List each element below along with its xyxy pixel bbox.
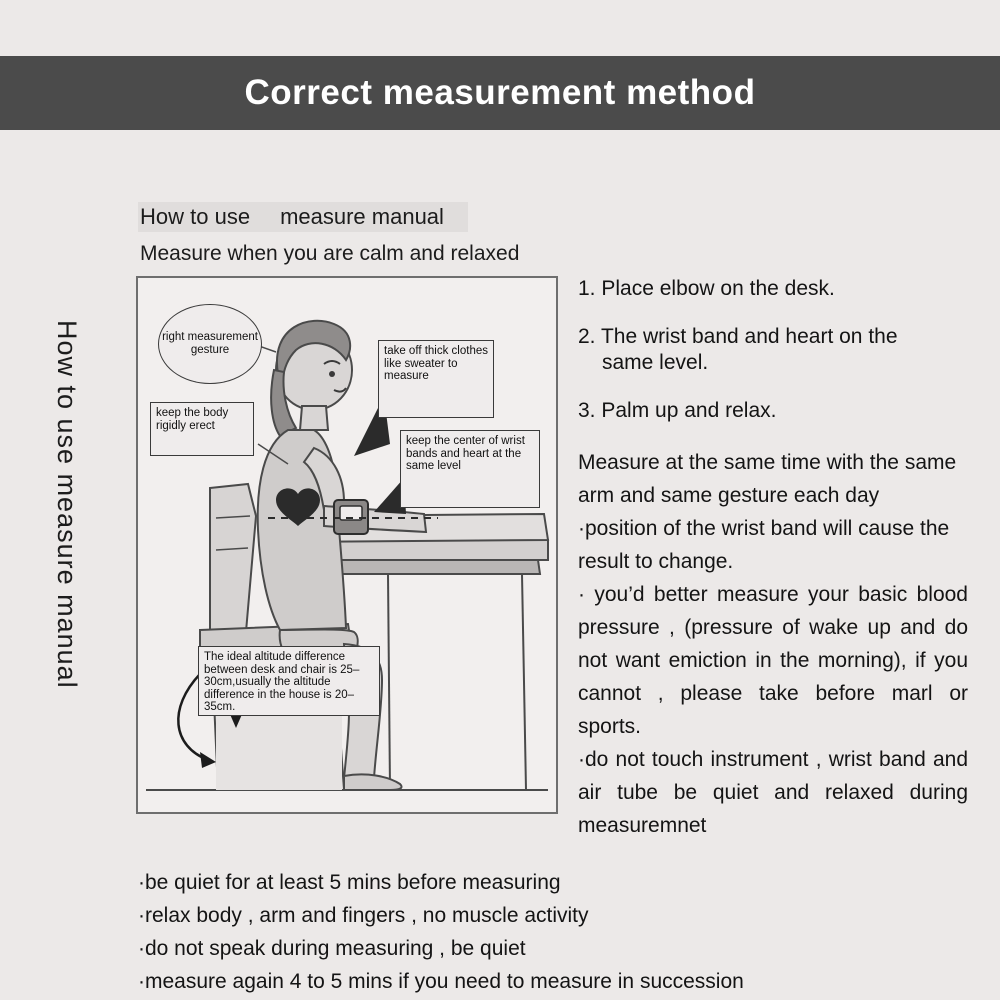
tip-be-quiet: ·be quiet for at least 5 mins before measuring bbox=[138, 871, 561, 894]
instructions-column bbox=[578, 276, 968, 842]
callout-desk-chair-altitude-text: The ideal altitude difference between desk and chair is 25–30cm,usually the altitude difference in the house is 20–35cm. bbox=[204, 651, 360, 713]
note-wrist-position: ·position of the wrist band will cause the result to change. bbox=[578, 517, 950, 573]
callout-center-wrist-heart bbox=[400, 430, 540, 508]
step-2-text-line2: same level. bbox=[602, 351, 709, 374]
howto-heading-left: How to use bbox=[140, 204, 251, 229]
callout-right-measurement-gesture-text: right measurement gesture bbox=[162, 331, 258, 356]
step-1-text: Place elbow on the desk. bbox=[601, 277, 835, 300]
vertical-side-label: How to use measure manual bbox=[52, 320, 82, 689]
step-3-text: Palm up and relax. bbox=[601, 399, 777, 422]
illustration-frame bbox=[136, 276, 558, 814]
tip-relax-body: ·relax body , arm and fingers , no muscle activity bbox=[138, 904, 589, 927]
callout-center-wrist-heart-text: keep the center of wrist bands and heart at the same level bbox=[406, 435, 525, 472]
callout-take-off-clothes-text: take off thick clothes like sweater to measure bbox=[384, 345, 488, 382]
section-subheading: Measure when you are calm and relaxed bbox=[140, 242, 520, 265]
callout-keep-body-erect bbox=[150, 402, 254, 456]
bottom-tips-list bbox=[138, 866, 988, 998]
note-same-time: Measure at the same time with the same arm and same gesture each day bbox=[578, 451, 957, 507]
tip-do-not-speak: ·do not speak during measuring , be quiet bbox=[138, 937, 526, 960]
callout-take-off-clothes bbox=[378, 340, 494, 418]
callout-right-measurement-gesture bbox=[158, 304, 262, 384]
note-basic-pressure: · you’d better measure your basic blood pressure , (pressure of wake up and do not want emiction in the morning), if you cannot , please take before marl or sports. bbox=[578, 583, 968, 738]
callout-keep-body-erect-text: keep the body rigidly erect bbox=[156, 407, 229, 432]
page-title: Correct measurement method bbox=[244, 73, 756, 112]
step-item-1 bbox=[578, 276, 968, 302]
step-2-number: 2. bbox=[578, 325, 596, 348]
callout-desk-chair-altitude bbox=[198, 646, 380, 716]
step-3-number: 3. bbox=[578, 399, 596, 422]
tip-measure-again: ·measure again 4 to 5 mins if you need to measure in succession bbox=[138, 970, 744, 993]
step-2-text: The wrist band and heart on the bbox=[600, 325, 898, 348]
step-item-2 bbox=[578, 324, 968, 376]
howto-heading-row bbox=[138, 202, 468, 232]
note-do-not-touch: ·do not touch instrument , wrist band and air tube be quiet and relaxed during measuremnet bbox=[578, 748, 968, 837]
step-1-number: 1. bbox=[578, 277, 596, 300]
header-banner bbox=[0, 56, 1000, 130]
step-item-3 bbox=[578, 398, 968, 424]
howto-heading-right: measure manual bbox=[280, 204, 444, 229]
